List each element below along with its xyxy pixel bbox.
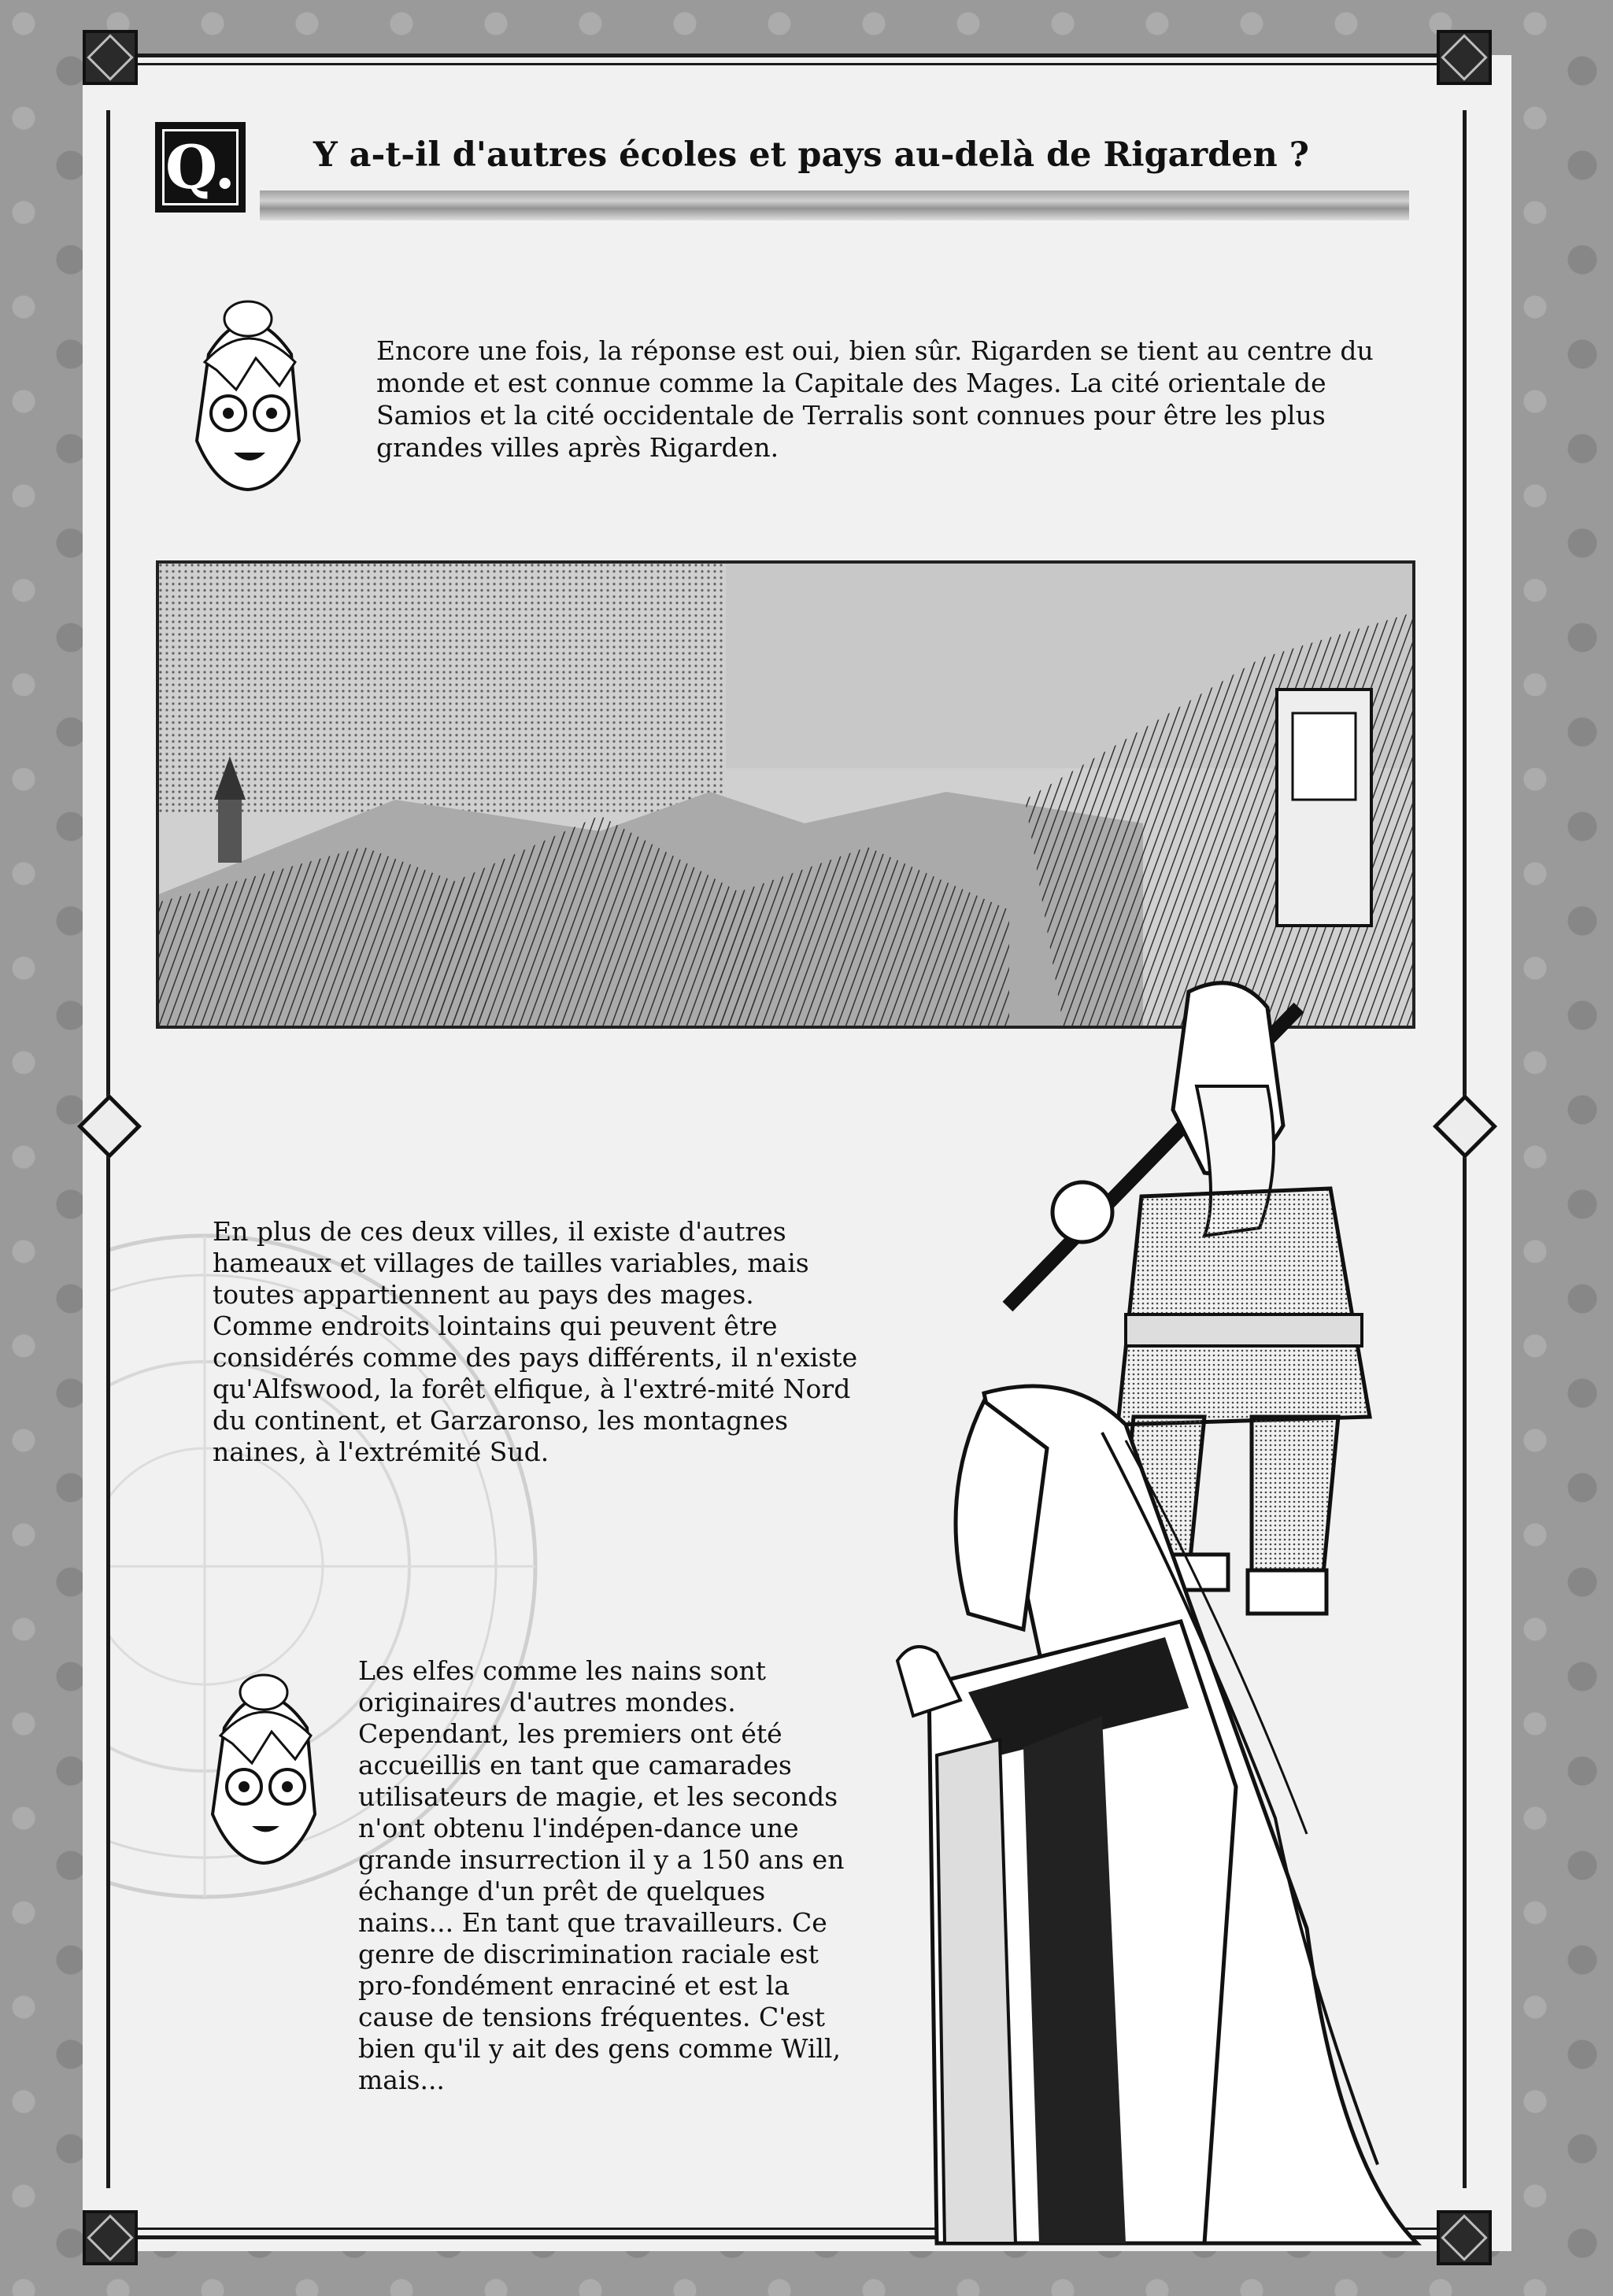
answer-paragraph-3: Les elfes comme les nains sont originaires d'autres mondes. Cependant, les premiers ont été accueillis en tant que camarades utilisateurs de magie, et les seconds n'ont obtenu l'indépen-dance une grande insurrection il y a 150 ans en échange d'un prêt de quelques nains... En tant que travailleurs. Ce genre de discrimination raciale est pro-fondément enraciné et est la cause de tensions fréquentes. C'est bien qu'il y ait des gens comme Will, mais... (358, 1655, 845, 2095)
title-brush-stroke (260, 190, 1409, 220)
corner-ornament-bl (83, 2210, 138, 2265)
question-title: Y a-t-il d'autres écoles et pays au-delà de Rigarden ? (313, 135, 1309, 175)
question-badge: Q. (155, 122, 246, 213)
corner-ornament-tr (1437, 30, 1492, 85)
answer-paragraph-2: En plus de ces deux villes, il existe d'autres hameaux et villages de tailles variables, mais toutes appartiennent au pays des mages. Comme endroits lointains qui peuvent être considérés comme des pays différents, il n'existe qu'Alfswood, la forêt elfique, à l'extré-mité Nord du continent, et Garzaronso, les montagnes naines, à l'extrémité Sud. (213, 1216, 858, 1467)
frame-top-line (138, 54, 1476, 57)
narrator-portrait-top (161, 283, 335, 496)
frame-top-line-inner (138, 63, 1476, 65)
city-rooftops-illustration (156, 560, 1415, 1029)
narrator-portrait-bottom (177, 1657, 350, 1869)
city-rooftops-drawing (159, 564, 1415, 1029)
corner-ornament-tl (83, 30, 138, 85)
answer-paragraph-1: Encore une fois, la réponse est oui, bien sûr. Rigarden se tient au centre du monde et est connue comme la Capitale des Mages. La cité orientale de Samios et la cité occidentale de Terralis sont connues pour être les plus grandes villes après Rigarden. (376, 335, 1374, 463)
elf-character-illustration (866, 1377, 1464, 2251)
